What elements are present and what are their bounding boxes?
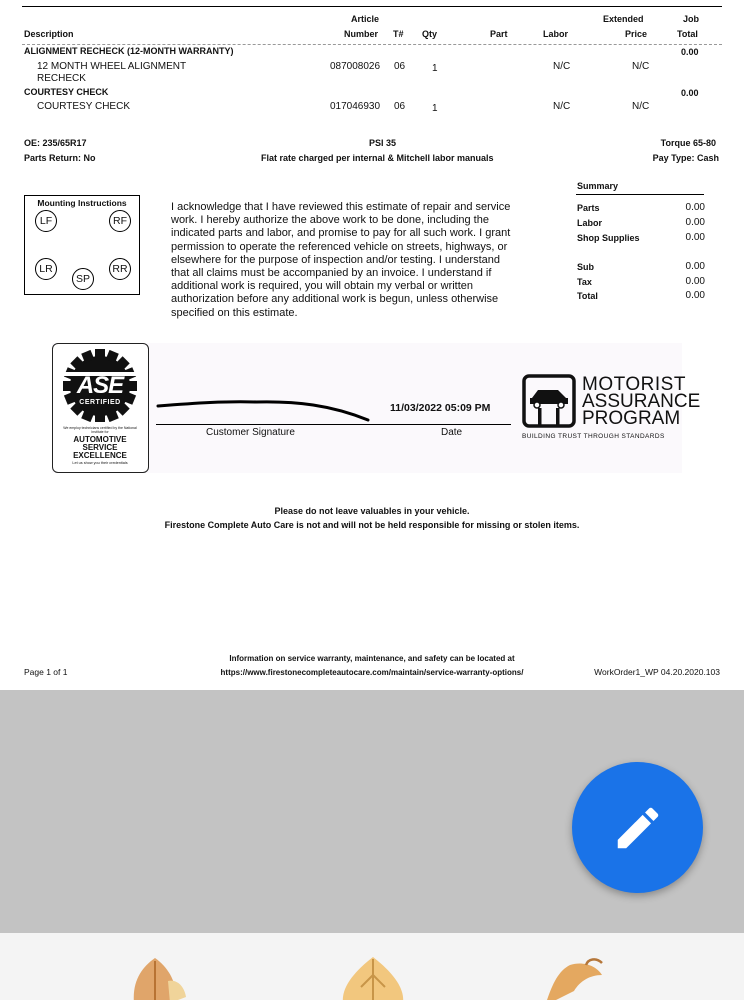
form-id: WorkOrder1_WP 04.20.2020.103	[594, 667, 720, 677]
ase-automotive: AUTOMOTIVE	[73, 435, 127, 444]
col-article-top: Article	[351, 14, 380, 24]
line-extended: N/C	[632, 101, 650, 112]
edit-fab-button[interactable]	[572, 762, 703, 893]
wheel-lr: LR	[35, 258, 57, 280]
ack-line: I acknowledge that I have reviewed this estimate of repair and service	[171, 201, 511, 213]
map-line2: ASSURANCE	[582, 391, 701, 412]
date-label: Date	[441, 427, 463, 438]
oe-tire-size: OE: 235/65R17	[24, 138, 87, 148]
flat-rate-note: Flat rate charged per internal & Mitchell labor manuals	[261, 153, 494, 163]
line-labor: N/C	[553, 101, 571, 112]
line-tech: 06	[394, 101, 406, 112]
ack-line: elsewhere for the purpose of inspection and/or testing. I understand	[171, 253, 500, 266]
col-tech: T#	[393, 29, 404, 39]
autumn-leaf-icon[interactable]	[120, 953, 190, 1000]
header-divider	[22, 44, 722, 45]
summary-labor-value: 0.00	[685, 217, 705, 228]
pay-type: Pay Type: Cash	[652, 153, 719, 163]
col-extended-bottom: Price	[625, 29, 648, 39]
customer-signature-stroke	[156, 395, 371, 423]
col-job-bottom: Total	[677, 29, 698, 39]
job-total: 0.00	[681, 47, 699, 57]
line-extended: N/C	[632, 61, 650, 72]
torque: Torque 65-80	[660, 138, 716, 148]
col-part: Part	[490, 29, 508, 39]
summary-tax-value: 0.00	[685, 276, 705, 287]
mounting-title: Mounting Instructions	[37, 198, 127, 208]
wheel-rr: RR	[109, 258, 131, 280]
line-description: 12 MONTH WHEEL ALIGNMENT	[37, 61, 187, 72]
summary-title: Summary	[577, 181, 619, 191]
line-tech: 06	[394, 61, 406, 72]
ase-excellence: EXCELLENCE	[73, 451, 127, 460]
ase-small-text: We employ technicians certified by the National Institute for	[63, 426, 137, 434]
col-job-top: Job	[683, 14, 700, 24]
summary-total-label: Total	[577, 291, 598, 301]
col-description: Description	[24, 29, 74, 39]
psi: PSI 35	[369, 138, 397, 148]
summary-total-value: 0.00	[685, 290, 705, 301]
car-lift-icon	[522, 374, 580, 432]
col-qty: Qty	[422, 29, 438, 39]
customer-signature-label: Customer Signature	[206, 427, 295, 438]
summary-labor-label: Labor	[577, 218, 603, 228]
line-article: 017046930	[330, 101, 381, 112]
warranty-url: https://www.firestonecompleteautocare.com/maintain/service-warranty-options/	[220, 668, 524, 677]
job-title: COURTESY CHECK	[24, 87, 109, 97]
wheel-rf: RF	[109, 210, 131, 232]
ack-line: specified on this estimate.	[171, 306, 298, 319]
map-line1: MOTORIST	[582, 374, 686, 395]
line-labor: N/C	[553, 61, 571, 72]
ack-line: authorization before any additional work is begun, unless otherwise	[171, 293, 499, 306]
summary-sub-label: Sub	[577, 262, 594, 272]
ase-tagline: Let us show you their credentials	[72, 461, 128, 465]
valuables-notice: Please do not leave valuables in your vehicle.	[274, 506, 470, 516]
signature-date-value: 11/03/2022 05:09 PM	[390, 402, 491, 414]
ase-certified-text: CERTIFIED	[79, 399, 121, 406]
summary-sub-value: 0.00	[685, 261, 705, 272]
ack-line: additional work is required, you will obtain my verbal or written	[171, 280, 474, 293]
col-extended-top: Extended	[603, 14, 644, 24]
summary-supplies-label: Shop Supplies	[577, 233, 640, 243]
summary-supplies-value: 0.00	[685, 232, 705, 243]
wheel-spare: SP	[72, 268, 94, 290]
col-article-bottom: Number	[344, 29, 379, 39]
line-qty: 1	[432, 103, 438, 114]
job-title: ALIGNMENT RECHECK (12-MONTH WARRANTY)	[24, 46, 234, 56]
ack-line: permission to operate the referenced vehicle on streets, highways, or	[171, 240, 508, 253]
ase-service: SERVICE	[82, 443, 118, 452]
summary-parts-value: 0.00	[685, 202, 705, 213]
ase-certified-logo	[52, 343, 149, 473]
leaf-icon[interactable]	[335, 953, 411, 1000]
top-rule	[22, 6, 722, 7]
warranty-info: Information on service warranty, maintenance, and safety can be located at	[229, 654, 515, 663]
summary-rule	[576, 194, 704, 195]
ack-line: indicated parts and labor, and promise to pay for all such work. I grant	[171, 227, 511, 240]
page-number: Page 1 of 1	[24, 667, 68, 677]
line-qty: 1	[432, 63, 438, 74]
motorist-assurance-logo	[518, 372, 701, 444]
acknowledgement-text	[171, 201, 551, 320]
line-article: 087008026	[330, 61, 381, 72]
line-description-cont: RECHECK	[37, 73, 86, 84]
ack-line: work. I hereby authorize the above work to be done, including the	[171, 214, 489, 227]
bottom-toolbar	[0, 933, 744, 1000]
signature-line	[156, 424, 511, 425]
col-labor: Labor	[543, 29, 569, 39]
parts-return: Parts Return: No	[24, 153, 96, 163]
liability-notice: Firestone Complete Auto Care is not and will not be held responsible for missing or stolen items.	[164, 520, 580, 530]
ack-line: that all claims must be accompanied by an invoice. I understand if	[171, 267, 492, 280]
ase-logo-text: ASE	[76, 372, 124, 399]
map-line3: PROGRAM	[582, 408, 681, 429]
line-description: COURTESY CHECK	[37, 101, 130, 112]
summary-parts-label: Parts	[577, 203, 600, 213]
map-tagline: BUILDING TRUST THROUGH STANDARDS	[522, 433, 665, 440]
wheel-lf: LF	[35, 210, 57, 232]
summary-tax-label: Tax	[577, 277, 592, 287]
maple-leaf-icon[interactable]	[540, 955, 610, 1000]
pencil-icon	[611, 801, 665, 855]
mounting-instructions-box	[24, 195, 140, 295]
job-total: 0.00	[681, 88, 699, 98]
